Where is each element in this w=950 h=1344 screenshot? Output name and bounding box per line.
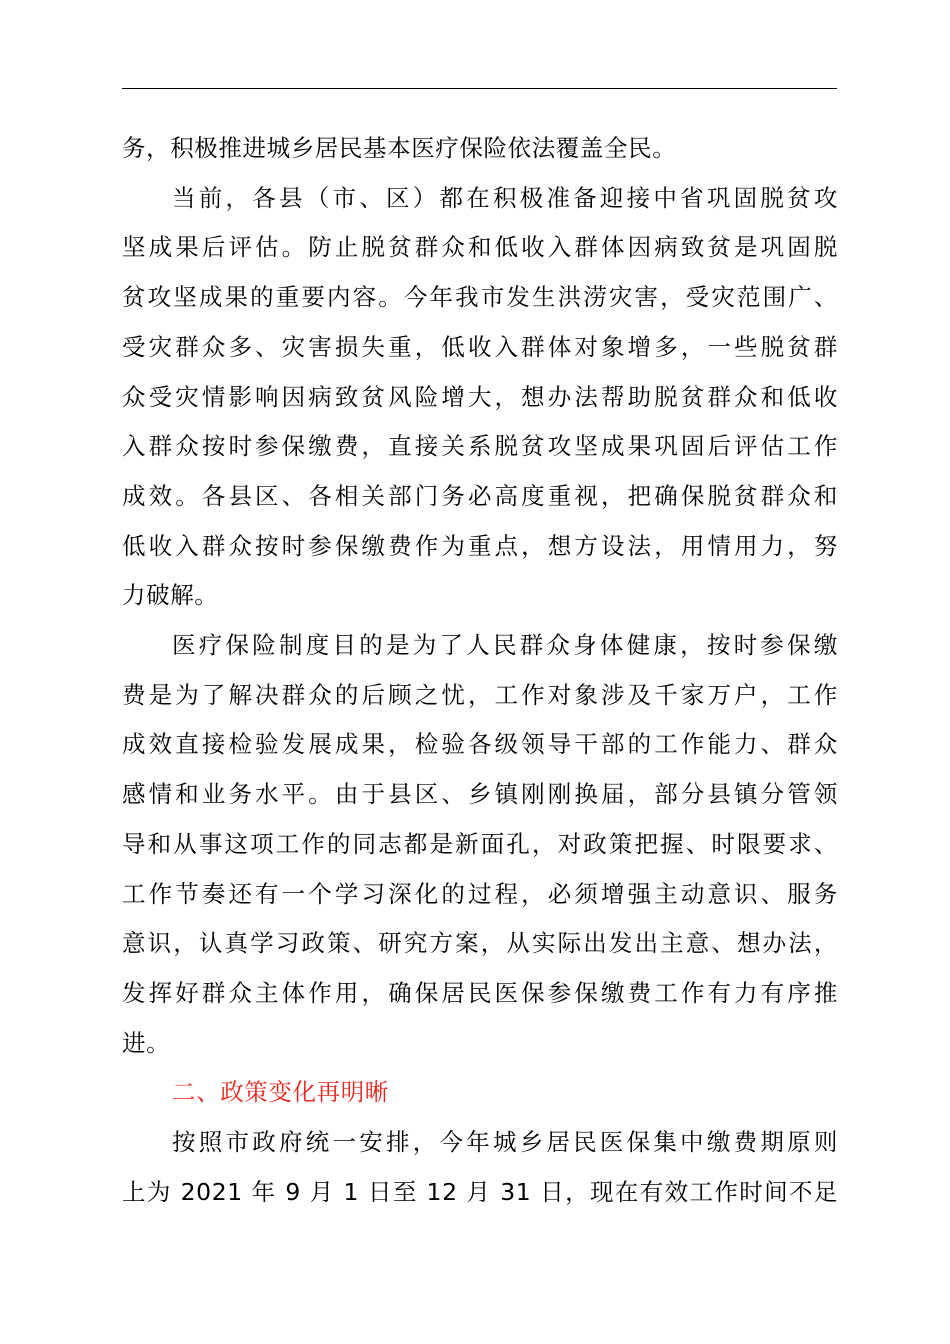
text-line: 坚成果后评估。防止脱贫群众和低收入群体因病致贫是巩固脱 [122, 233, 838, 262]
text-line: 上为 2021 年 9 月 1 日至 12 月 31 日，现在有效工作时间不足 [122, 1177, 838, 1206]
paragraph-1 [122, 124, 838, 174]
text-line: 力破解。 [122, 581, 219, 610]
text-line: 当前，各县（市、区）都在积极准备迎接中省巩固脱贫攻 [172, 183, 838, 212]
text-line: 感情和业务水平。由于县区、乡镇刚刚换届，部分县镇分管领 [122, 780, 838, 809]
text-line: 成效。各县区、各相关部门务必高度重视，把确保脱贫群众和 [122, 481, 838, 510]
paragraph-2 [122, 174, 838, 621]
text-line: 贫攻坚成果的重要内容。今年我市发生洪涝灾害，受灾范围广、 [122, 283, 838, 312]
text-line: 受灾群众多、灾害损失重，低收入群体对象增多，一些脱贫群 [122, 332, 838, 361]
header-rule [122, 88, 837, 89]
paragraph-3 [122, 621, 838, 1068]
paragraph-4 [122, 1118, 838, 1217]
document-body [122, 124, 838, 1217]
text-line: 低收入群众按时参保缴费作为重点，想方设法，用情用力，努 [122, 531, 838, 560]
text-line: 医疗保险制度目的是为了人民群众身体健康，按时参保缴 [172, 631, 838, 660]
text-line: 按照市政府统一安排，今年城乡居民医保集中缴费期原则 [172, 1128, 838, 1157]
text-line: 意识，认真学习政策、研究方案，从实际出发出主意、想办法， [122, 929, 838, 958]
text-line: 入群众按时参保缴费，直接关系脱贫攻坚成果巩固后评估工作 [122, 432, 838, 461]
text-line: 务，积极推进城乡居民基本医疗保险依法覆盖全民。 [122, 134, 677, 162]
text-line: 成效直接检验发展成果，检验各级领导干部的工作能力、群众 [122, 730, 838, 759]
text-line: 进。 [122, 1028, 171, 1057]
text-line: 费是为了解决群众的后顾之忧，工作对象涉及千家万户，工作 [122, 680, 838, 709]
text-line: 发挥好群众主体作用，确保居民医保参保缴费工作有力有序推 [122, 978, 838, 1007]
text-line: 工作节奏还有一个学习深化的过程，必须增强主动意识、服务 [122, 879, 838, 908]
text-line: 导和从事这项工作的同志都是新面孔，对政策把握、时限要求、 [122, 829, 838, 858]
section-heading: 二、政策变化再明晰 [172, 1078, 389, 1107]
text-line: 众受灾情影响因病致贫风险增大，想办法帮助脱贫群众和低收 [122, 382, 838, 411]
